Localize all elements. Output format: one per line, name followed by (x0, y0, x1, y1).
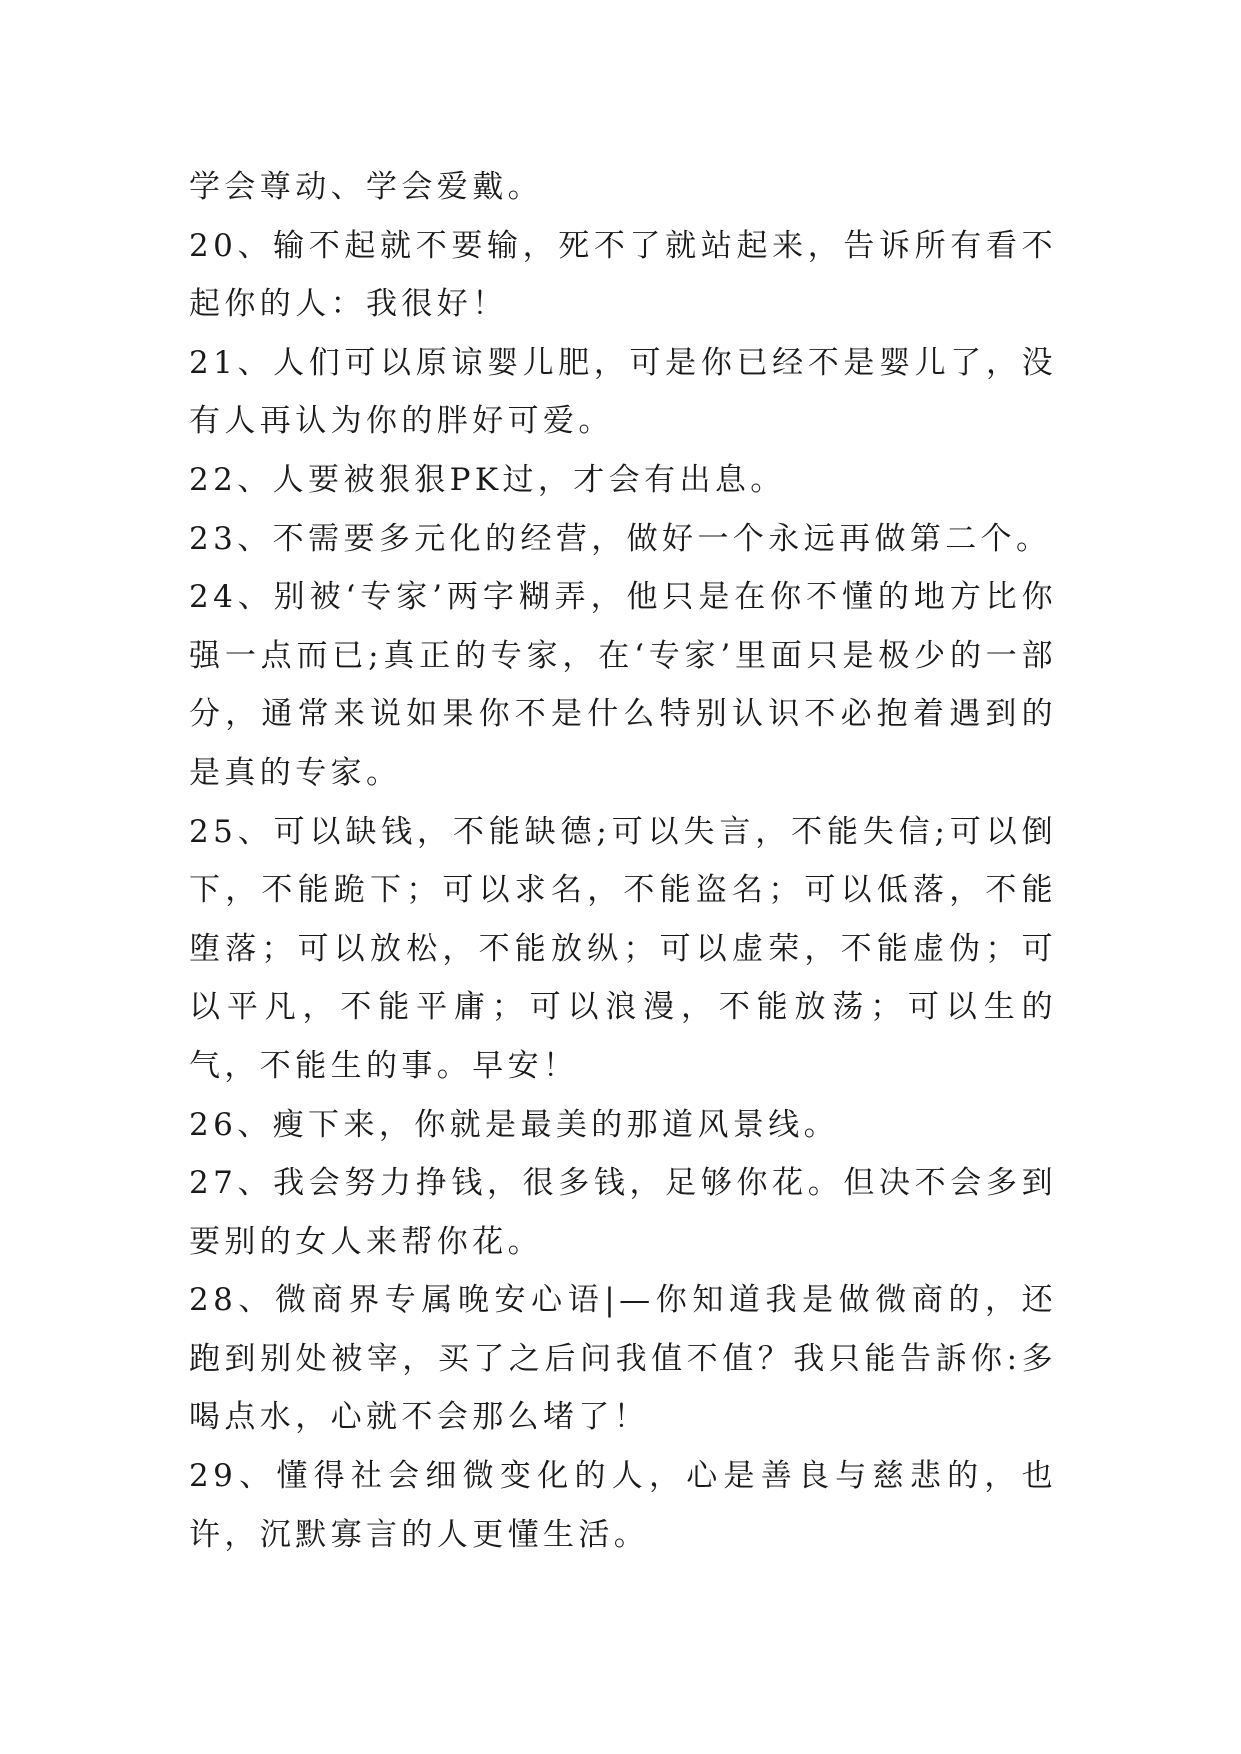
paragraph-23: 23、不需要多元化的经营，做好一个永远再做第二个。 (189, 520, 1052, 557)
paragraph-29: 29、懂得社会细微变化的人，心是善良与慈悲的，也许，沉默寡言的人更懂生活。 (189, 1458, 1057, 1553)
document-body (189, 158, 1057, 1564)
paragraph-28: 28、微商界专属晚安心语|—你知道我是做微商的，还跑到别处被宰，买了之后问我值不值？我只能告訴你:多喝点水，心就不会那么堵了！ (189, 1282, 1057, 1436)
paragraph-24: 24、别被‘专家’两字糊弄，他只是在你不懂的地方比你强一点而已;真正的专家，在‘专家’里面只是极少的一部分，通常来说如果你不是什么特别认识不必抱着遇到的是真的专家。 (189, 579, 1057, 791)
paragraph-27: 27、我会努力挣钱，很多钱，足够你花。但决不会多到要别的女人来帮你花。 (189, 1165, 1057, 1260)
paragraph-continuation: 学会尊动、学会爱戴。 (189, 169, 543, 205)
paragraph-22: 22、人要被狠狠PK过，才会有出息。 (189, 461, 786, 498)
paragraph-20: 20、输不起就不要输，死不了就站起来，告诉所有看不起你的人：我很好！ (189, 227, 1057, 323)
paragraph-25: 25、可以缺钱，不能缺德;可以失言，不能失信;可以倒下，不能跪下；可以求名，不能盗名；可以低落，不能堕落；可以放松，不能放纵；可以虚荣，不能虚伪；可以平凡，不能平庸；可以浪漫，不能放荡；可以生的气，不能生的事。早安！ (189, 813, 1057, 1084)
paragraph-26: 26、瘦下来，你就是最美的那道风景线。 (189, 1106, 840, 1143)
paragraph-21: 21、人们可以原谅婴儿肥，可是你已经不是婴儿了，没有人再认为你的胖好可爱。 (189, 344, 1057, 440)
